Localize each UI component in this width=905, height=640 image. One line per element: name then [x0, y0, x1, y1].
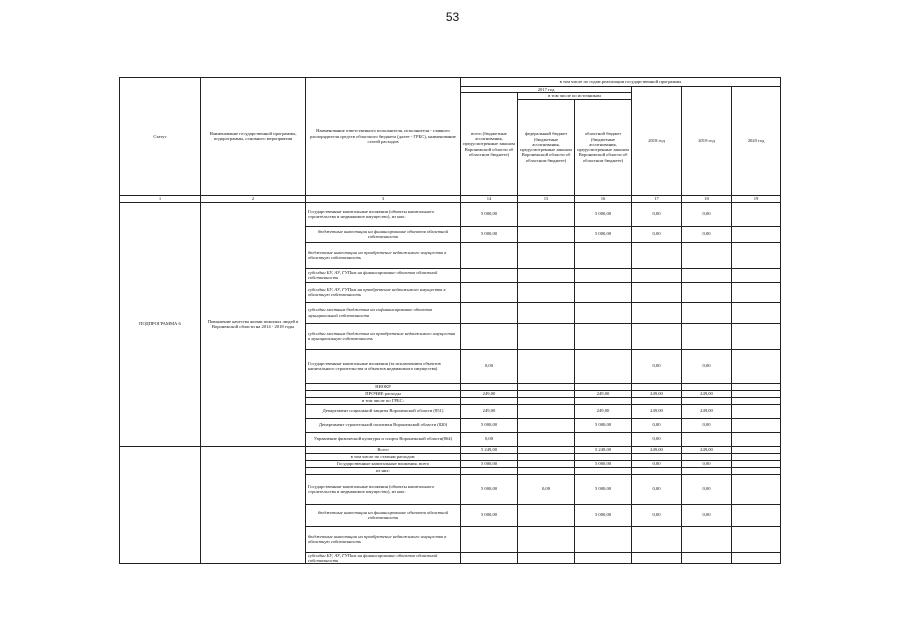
- col-number: 14: [461, 195, 518, 202]
- cell-federal: [518, 467, 575, 474]
- cell-2020: [732, 526, 781, 552]
- cell-federal: [518, 397, 575, 404]
- cell-total: 5 000,00: [461, 460, 518, 467]
- cell-total: 0,00: [461, 432, 518, 446]
- row-label: ПРОЧИЕ расходы: [306, 390, 461, 397]
- row-label: субсидии БУ, АУ, ГУПам на финансирование объектов областной собственности: [306, 268, 461, 282]
- cell-federal: [518, 418, 575, 432]
- cell-federal: [518, 226, 575, 242]
- cell-2018: 249,00: [632, 404, 682, 418]
- cell-2019: [682, 282, 732, 302]
- cell-2020: [732, 383, 781, 390]
- cell-total: [461, 268, 518, 282]
- header-program-name: Наименование государственной программы, подпрограммы, основного мероприятия: [201, 78, 306, 196]
- cell-2018: [632, 383, 682, 390]
- cell-2018: [632, 467, 682, 474]
- cell-federal: [518, 349, 575, 383]
- cell-regional: 5 000,00: [575, 202, 632, 226]
- cell-2018: 0,00: [632, 226, 682, 242]
- cell-2018: [632, 242, 682, 268]
- cell-2020: [732, 226, 781, 242]
- cell-total: [461, 397, 518, 404]
- cell-2020: [732, 349, 781, 383]
- cell-2020: [732, 397, 781, 404]
- cell-2019: 0,00: [682, 202, 732, 226]
- cell-total: [461, 282, 518, 302]
- header-total: всего (бюджетные ассигнования, предусмотренные законом Воронежской области об областном бюджете): [461, 93, 518, 195]
- cell-2020: [732, 504, 781, 526]
- cell-total: 249,00: [461, 404, 518, 418]
- cell-2020: [732, 390, 781, 397]
- header-year-2017: 2017 год: [461, 87, 632, 93]
- cell-regional: [575, 552, 632, 564]
- cell-regional: 5 000,00: [575, 504, 632, 526]
- cell-2019: [682, 268, 732, 282]
- cell-2020: [732, 467, 781, 474]
- cell-2018: 0,00: [632, 474, 682, 504]
- cell-2018: 0,00: [632, 418, 682, 432]
- row-label: бюджетные инвестиции на приобретение недвижимого имущества в областную собственность: [306, 242, 461, 268]
- cell-2018: [632, 282, 682, 302]
- row-label: Государственные капитальные вложения, всего: [306, 460, 461, 467]
- cell-regional: 5 000,00: [575, 474, 632, 504]
- subprogram-status: ПОДПРОГРАММА 6: [120, 202, 201, 446]
- cell-federal: [518, 242, 575, 268]
- row-label: субсидии местным бюджетам на приобретение недвижимого имущества в муниципальную собственность: [306, 323, 461, 349]
- header-2018: 2018 год: [632, 87, 682, 196]
- row-label: Управление физической культуры и спорта Воронежской области(864): [306, 432, 461, 446]
- cell-regional: [575, 349, 632, 383]
- cell-federal: [518, 282, 575, 302]
- cell-regional: [575, 268, 632, 282]
- cell-federal: [518, 383, 575, 390]
- cell-2019: [682, 526, 732, 552]
- cell-regional: 5 249,00: [575, 446, 632, 453]
- cell-regional: [575, 526, 632, 552]
- cell-2020: [732, 268, 781, 282]
- cell-2019: [682, 397, 732, 404]
- cell-2019: 0,00: [682, 226, 732, 242]
- cell-2019: 0,00: [682, 504, 732, 526]
- cell-2019: [682, 453, 732, 460]
- cell-2019: 249,00: [682, 390, 732, 397]
- cell-2019: 0,00: [682, 474, 732, 504]
- cell-regional: 5 000,00: [575, 460, 632, 467]
- header-regional: областной бюджет (бюджетные ассигнования, предусмотренные законом Воронежской области об областном бюджете): [575, 99, 632, 195]
- cell-2018: 0,00: [632, 460, 682, 467]
- next-status-cell: [120, 446, 201, 564]
- cell-regional: [575, 397, 632, 404]
- cell-2019: 0,00: [682, 349, 732, 383]
- row-label: субсидии БУ, АУ, ГУПам на финансирование объектов областной собственности: [306, 552, 461, 564]
- row-label: Всего: [306, 446, 461, 453]
- col-number: 3: [306, 195, 461, 202]
- cell-2019: [682, 302, 732, 323]
- col-number: 19: [732, 195, 781, 202]
- cell-2018: 0,00: [632, 432, 682, 446]
- cell-2020: [732, 202, 781, 226]
- cell-federal: [518, 526, 575, 552]
- header-by-years: в том числе по годам реализации государственной программы: [461, 78, 781, 87]
- cell-total: [461, 323, 518, 349]
- row-label: Департамент социальной защиты Воронежской области (851): [306, 404, 461, 418]
- cell-2020: [732, 552, 781, 564]
- row-label: в том числе по ГРБС:: [306, 397, 461, 404]
- row-label: Государственные капитальные вложения (объекты капитального строительства и недвижимое имущество), из них:: [306, 202, 461, 226]
- cell-federal: [518, 453, 575, 460]
- cell-regional: 5 000,00: [575, 418, 632, 432]
- header-by-sources: в том числе по источникам: [518, 93, 632, 99]
- cell-2018: [632, 526, 682, 552]
- cell-regional: [575, 323, 632, 349]
- cell-2018: [632, 453, 682, 460]
- row-label: Департамент строительной политики Воронежской области (820): [306, 418, 461, 432]
- cell-2020: [732, 302, 781, 323]
- header-status: Статус: [120, 78, 201, 196]
- cell-2018: 0,00: [632, 504, 682, 526]
- budget-table: [119, 77, 781, 564]
- cell-total: 5 249,00: [461, 446, 518, 453]
- cell-2020: [732, 242, 781, 268]
- col-number: 16: [575, 195, 632, 202]
- subprogram-name: Повышение качества жизни пожилых людей в Воронежской области на 2014 - 2018 годы: [201, 202, 306, 446]
- cell-federal: [518, 390, 575, 397]
- col-number: 18: [682, 195, 732, 202]
- cell-federal: [518, 446, 575, 453]
- cell-regional: [575, 242, 632, 268]
- cell-federal: [518, 404, 575, 418]
- cell-federal: [518, 323, 575, 349]
- cell-2019: [682, 552, 732, 564]
- row-label: НИОКР: [306, 383, 461, 390]
- row-label: бюджетные инвестиции на финансирование объектов областной собственности: [306, 504, 461, 526]
- cell-2019: [682, 242, 732, 268]
- cell-2020: [732, 453, 781, 460]
- cell-2018: [632, 552, 682, 564]
- cell-2020: [732, 474, 781, 504]
- cell-2019: [682, 383, 732, 390]
- cell-regional: 5 000,00: [575, 226, 632, 242]
- cell-regional: [575, 302, 632, 323]
- cell-federal: [518, 268, 575, 282]
- header-responsible: Наименование ответственного исполнителя, исполнителя - главного распорядителя средств областного бюджета (далее - ГРБС), наименование статей расходов: [306, 78, 461, 196]
- cell-2018: 249,00: [632, 446, 682, 453]
- cell-2020: [732, 446, 781, 453]
- cell-federal: [518, 432, 575, 446]
- cell-2018: [632, 268, 682, 282]
- cell-total: 5 000,00: [461, 226, 518, 242]
- cell-2020: [732, 432, 781, 446]
- row-label: субсидии местным бюджетам на софинансирование объектов муниципальной собственности: [306, 302, 461, 323]
- cell-total: 249,00: [461, 390, 518, 397]
- cell-federal: [518, 552, 575, 564]
- cell-total: [461, 552, 518, 564]
- cell-2019: [682, 432, 732, 446]
- header-2020: 2020 год: [732, 87, 781, 196]
- cell-2020: [732, 460, 781, 467]
- col-number: 1: [120, 195, 201, 202]
- cell-regional: [575, 432, 632, 446]
- cell-2019: 0,00: [682, 460, 732, 467]
- row-label: в том числе по статьям расходов:: [306, 453, 461, 460]
- cell-total: [461, 467, 518, 474]
- page-number: 53: [445, 10, 460, 24]
- row-label: бюджетные инвестиции на финансирование объектов областной собственности: [306, 226, 461, 242]
- cell-total: [461, 526, 518, 552]
- cell-2019: 249,00: [682, 404, 732, 418]
- cell-total: [461, 302, 518, 323]
- cell-federal: [518, 302, 575, 323]
- header-2019: 2019 год: [682, 87, 732, 196]
- cell-2020: [732, 404, 781, 418]
- row-label: бюджетные инвестиции на приобретение недвижимого имущества в областную собственность: [306, 526, 461, 552]
- cell-regional: [575, 383, 632, 390]
- row-label: Государственные капитальные вложения (объекты капитального строительства и недвижимое имущество), из них:: [306, 474, 461, 504]
- row-label: Государственные капитальные вложения (за исключением объектов капитального строительства и объектов недвижимого имущества): [306, 349, 461, 383]
- cell-2018: 0,00: [632, 202, 682, 226]
- cell-2019: [682, 467, 732, 474]
- cell-total: 5 000,00: [461, 504, 518, 526]
- cell-2020: [732, 323, 781, 349]
- cell-regional: [575, 467, 632, 474]
- cell-federal: [518, 202, 575, 226]
- cell-total: 5 000,00: [461, 474, 518, 504]
- cell-2019: 0,00: [682, 418, 732, 432]
- cell-2018: [632, 302, 682, 323]
- cell-regional: 249,00: [575, 404, 632, 418]
- col-number: 17: [632, 195, 682, 202]
- cell-total: 5 000,00: [461, 418, 518, 432]
- cell-total: [461, 383, 518, 390]
- cell-total: 5 000,00: [461, 202, 518, 226]
- row-label: из них:: [306, 467, 461, 474]
- cell-federal: [518, 460, 575, 467]
- cell-total: [461, 453, 518, 460]
- cell-2018: 249,00: [632, 390, 682, 397]
- cell-total: 0,00: [461, 349, 518, 383]
- col-number: 15: [518, 195, 575, 202]
- cell-2018: [632, 323, 682, 349]
- cell-federal: 0,00: [518, 474, 575, 504]
- cell-total: [461, 242, 518, 268]
- cell-2019: [682, 323, 732, 349]
- cell-2018: [632, 397, 682, 404]
- row-label: субсидии БУ, АУ, ГУПам на приобретение недвижимого имущества в областную собственность: [306, 282, 461, 302]
- cell-2020: [732, 418, 781, 432]
- cell-regional: [575, 453, 632, 460]
- cell-regional: 249,00: [575, 390, 632, 397]
- next-name-cell: [201, 446, 306, 564]
- col-number: 2: [201, 195, 306, 202]
- cell-regional: [575, 282, 632, 302]
- cell-federal: [518, 504, 575, 526]
- cell-2018: 0,00: [632, 349, 682, 383]
- cell-2019: 249,00: [682, 446, 732, 453]
- cell-2020: [732, 282, 781, 302]
- header-federal: федеральный бюджет (бюджетные ассигнования, предусмотренные законом Воронежской области об областном бюджете): [518, 99, 575, 195]
